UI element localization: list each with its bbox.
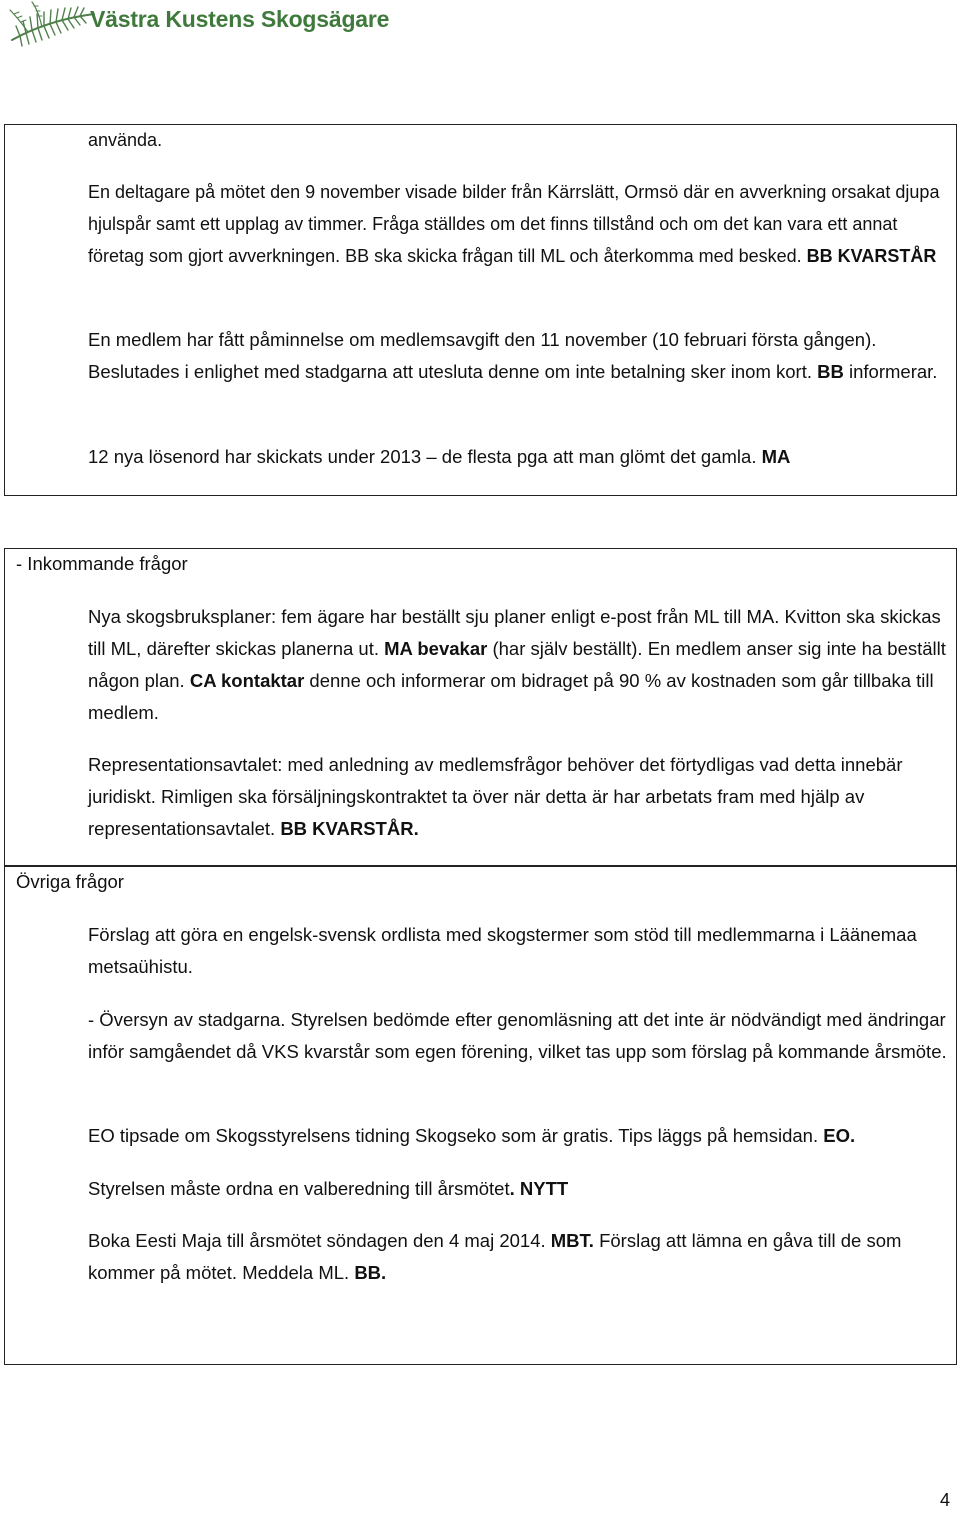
paragraph-text: denne och informerar om bidraget på 90 % av kostnaden som går tillbaka till medlem.	[88, 670, 934, 723]
action-tag: . NYTT	[509, 1178, 569, 1199]
paragraph-text: En deltagare på mötet den 9 november visade bilder från Kärrslätt, Ormsö där en avverkning orsakat djupa hjulspår samt ett upplag av timmer. Fråga ställdes om det finns tillstånd och om det kan vara ett annat företag som gjort avverkningen. BB ska skicka frågan till ML och återkomma med besked.	[88, 182, 940, 266]
action-tag: CA kontaktar	[189, 670, 305, 691]
action-tag: MA bevakar	[384, 638, 488, 659]
paragraph-text: Boka Eesti Maja till årsmötet söndagen den 4 maj 2014.	[88, 1230, 551, 1251]
paragraph-text: (har själv beställt). En medlem anser sig inte ha beställt någon plan.	[88, 638, 946, 691]
spruce-branch-icon	[8, 0, 98, 50]
action-tag: MBT.	[550, 1230, 594, 1251]
org-name: Västra Kustens Skogsägare	[90, 6, 390, 32]
paragraph-statutes: - Översyn av stadgarna. Styrelsen bedömde efter genomläsning att det inte är nödvändigt med ändringar inför samgåendet då VKS kvarstår som egen förening, vilket tas upp som förslag på kommande årsmöte.	[88, 1009, 947, 1062]
paragraph-text: Representationsavtalet: med anledning av medlemsfrågor behöver det förtydligas vad detta innebär juridiskt. Rimligen ska försäljningskontraktet ta över när detta är har arbetats fram med hjälp av representationsavtalet.	[88, 754, 903, 839]
paragraph-text: informerar.	[843, 361, 938, 382]
paragraph-forest-plans	[88, 601, 948, 729]
action-tag: BB KVARSTÅR.	[280, 818, 419, 839]
paragraph-text: En medlem har fått påminnelse om medlemsavgift den 11 november (10 februari första gången). Beslutades i enlighet med stadgarna att utesluta denne om inte betalning sker inom kort.	[88, 329, 877, 382]
paragraph-nomination	[88, 1173, 948, 1205]
paragraph-glossary: Förslag att göra en engelsk-svensk ordlista med skogstermer som stöd till medlemmarna i Läänemaa metsaühistu.	[88, 924, 917, 977]
paragraph-text: Nya skogsbruksplaner: fem ägare har beställt sju planer enligt e-post från ML till MA. Kvitton ska skickas till ML, därefter skickas planerna ut.	[88, 606, 941, 659]
document-header	[8, 0, 428, 50]
paragraph-text: EO tipsade om Skogsstyrelsens tidning Skogseko som är gratis. Tips läggs på hemsidan.	[88, 1125, 824, 1146]
paragraph-passwords	[88, 441, 948, 473]
paragraph-representation	[88, 749, 948, 845]
page-number: 4	[939, 1490, 950, 1510]
action-tag: BB.	[354, 1262, 387, 1283]
paragraph-text: Styrelsen måste ordna en valberedning till årsmötet	[88, 1178, 510, 1199]
section-label-incoming: - Inkommande frågor	[16, 553, 188, 574]
paragraph-eesti-maja	[88, 1225, 948, 1289]
section-label-other: Övriga frågor	[16, 871, 124, 892]
paragraph-karrslatt	[88, 176, 948, 272]
paragraph-membership-fee	[88, 324, 948, 388]
paragraph-text: Förslag att lämna en gåva till de som kommer på mötet. Meddela ML.	[88, 1230, 902, 1283]
paragraph-text: 12 nya lösenord har skickats under 2013 – de flesta pga att man glömt det gamla.	[88, 446, 762, 467]
paragraph-skogseko	[88, 1120, 948, 1152]
paragraph-continuation: använda.	[88, 130, 163, 150]
action-tag: MA	[761, 446, 791, 467]
action-tag: EO.	[823, 1125, 856, 1146]
action-tag: BB KVARSTÅR	[806, 246, 937, 266]
action-tag: BB	[817, 361, 844, 382]
